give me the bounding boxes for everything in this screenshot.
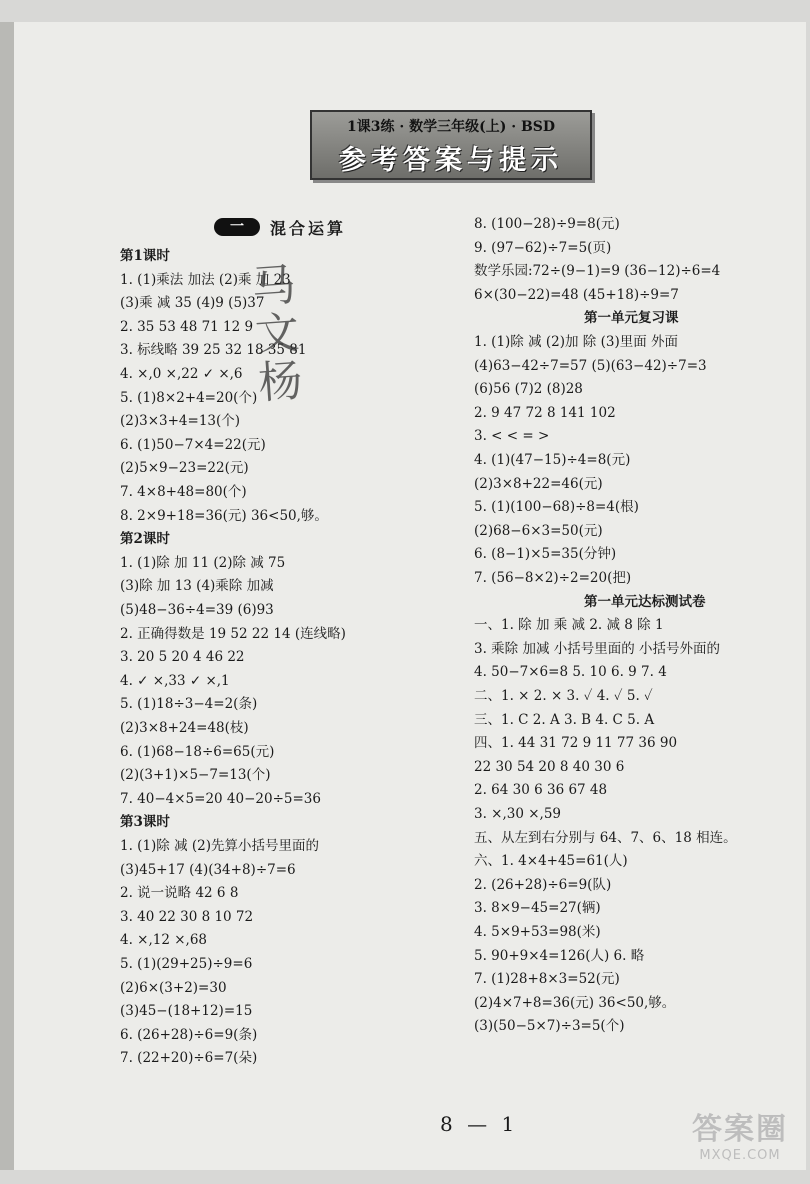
answer-line: (2)3×3+4=13(个): [120, 413, 241, 430]
answer-line: 一、1. 除 加 乘 减 2. 减 8 除 1: [474, 617, 664, 634]
answer-line: 4. (1)(47−15)÷4=8(元): [474, 452, 631, 468]
header-subtitle: 1课3练 · 数学三年级(上) · BSD: [346, 119, 556, 135]
answer-line: 9. (97−62)÷7=5(页): [474, 239, 612, 256]
answer-line: 三、1. C 2. A 3. B 4. C 5. A: [474, 711, 655, 728]
answer-line: (2)4×7+8=36(元) 36<50,够。: [474, 994, 676, 1011]
answer-line: (3)45+17 (4)(34+8)÷7=6: [120, 861, 296, 878]
answer-line: 2. 35 53 48 71 12 9: [120, 318, 254, 335]
section-heading: 第2课时: [120, 531, 170, 548]
answer-line: 数学乐园:72÷(9−1)=9 (36−12)÷6=4: [474, 263, 721, 280]
answer-line: 二、1. × 2. × 3. ✓ 4. ✓ 5. ✓: [474, 688, 653, 704]
section-heading: 第3课时: [120, 814, 170, 831]
unit-title: 混合运算: [270, 219, 347, 238]
answer-line: 2. 说一说略 42 6 8: [120, 885, 239, 902]
answer-line: 3. 标线略 39 25 32 18 35 81: [120, 342, 307, 359]
answer-line: (3)除 加 13 (4)乘除 加减: [120, 578, 274, 595]
page-number: 8 — 1: [440, 1112, 519, 1136]
answer-line: 6. (8−1)×5=35(分钟): [474, 546, 617, 563]
answer-line: 四、1. 44 31 72 9 11 77 36 90: [474, 735, 678, 752]
section-heading: 第1课时: [120, 248, 170, 264]
answer-line: 4. ✓ ×,33 ✓ ×,1: [120, 672, 230, 689]
answer-line: 6. (26+28)÷6=9(条): [120, 1026, 258, 1043]
answer-line: (5)48−36÷4=39 (6)93: [120, 602, 274, 618]
answer-line: (2)6×(3+2)=30: [120, 979, 227, 996]
answer-line: (2)3×8+22=46(元): [474, 475, 603, 492]
answer-line: (3)45−(18+12)=15: [120, 1003, 253, 1020]
answer-line: 7. (1)28+8×3=52(元): [474, 971, 620, 988]
answer-line: (4)63−42÷7=57 (5)(63−42)÷7=3: [474, 357, 707, 374]
answer-line: 5. 90+9×4=126(人) 6. 略: [474, 947, 645, 964]
answer-line: 六、1. 4×4+45=61(人): [474, 853, 628, 870]
answer-line: 1. (1)乘法 加法 (2)乘 加 23: [120, 271, 291, 288]
answer-line: 3. 8×9−45=27(辆): [474, 900, 601, 917]
watermark-url: MXQE.COM: [699, 1148, 781, 1163]
answer-line: 4. ×,12 ×,68: [120, 932, 208, 949]
right-answer-column: [474, 0, 804, 1184]
answer-line: (2)68−6×3=50(元): [474, 522, 603, 539]
handwritten-scribble: 马文杨: [250, 259, 305, 410]
header-title: 参考答案与提示: [339, 145, 563, 176]
answer-line: 6. (1)68−18÷6=65(元): [120, 743, 275, 760]
section-heading: 第一单元达标测试卷: [584, 593, 706, 610]
answer-line: 5. (1)(29+25)÷9=6: [120, 956, 253, 972]
answer-line: 2. (26+28)÷6=9(队): [474, 876, 612, 893]
answer-line: 7. 40−4×5=20 40−20÷5=36: [120, 790, 321, 807]
unit-number-badge: 一: [214, 218, 260, 236]
answer-line: 4. 5×9+53=98(米): [474, 924, 601, 940]
section-heading: 第一单元复习课: [584, 310, 679, 327]
answer-line: 2. 64 30 6 36 67 48: [474, 782, 608, 799]
answer-line: 6. (1)50−7×4=22(元): [120, 436, 266, 453]
answer-line: 3. < < = >: [474, 428, 550, 445]
watermark-text: 答案圈: [692, 1112, 788, 1147]
answer-line: (3)乘 减 35 (4)9 (5)37: [120, 295, 265, 312]
answer-line: 7. 4×8+48=80(个): [120, 484, 247, 500]
answer-line: 8. 2×9+18=36(元) 36<50,够。: [120, 507, 328, 524]
answer-line: 5. (1)(100−68)÷8=4(根): [474, 499, 639, 516]
answer-line: 7. (22+20)÷6=7(朵): [120, 1050, 258, 1067]
answer-line: 22 30 54 20 8 40 30 6: [474, 758, 625, 775]
answer-line: 6×(30−22)=48 (45+18)÷9=7: [474, 286, 679, 303]
answer-line: 8. (100−28)÷9=8(元): [474, 216, 620, 232]
answer-line: 4. ×,0 ×,22 ✓ ×,6: [120, 366, 243, 382]
answer-line: 7. (56−8×2)÷2=20(把): [474, 570, 632, 586]
page-edge-shadow: [0, 22, 14, 1170]
answer-line: 1. (1)除 减 (2)加 除 (3)里面 外面: [474, 334, 678, 350]
answer-line: (2)(3+1)×5−7=13(个): [120, 767, 271, 784]
answer-line: 3. 40 22 30 8 10 72: [120, 908, 254, 925]
answer-line: 5. (1)18÷3−4=2(条): [120, 696, 258, 713]
left-answer-column: [120, 0, 450, 1184]
answer-line: (3)(50−5×7)÷3=5(个): [474, 1018, 625, 1035]
answer-line: (2)3×8+24=48(枝): [120, 720, 249, 736]
answer-line: (6)56 (7)2 (8)28: [474, 381, 583, 398]
answer-line: 1. (1)除 减 (2)先算小括号里面的: [120, 838, 319, 854]
answer-line: 3. 20 5 20 4 46 22: [120, 649, 245, 666]
answer-line: 3. 乘除 加减 小括号里面的 小括号外面的: [474, 640, 721, 657]
answer-line: 2. 9 47 72 8 141 102: [474, 404, 616, 421]
answer-line: 5. (1)8×2+4=20(个): [120, 389, 258, 406]
answer-line: 4. 50−7×6=8 5. 10 6. 9 7. 4: [474, 664, 667, 681]
answer-line: 五、从左到右分别与 64、7、6、18 相连。: [474, 829, 737, 846]
answer-line: 2. 正确得数是 19 52 22 14 (连线略): [120, 625, 346, 642]
answer-line: 1. (1)除 加 11 (2)除 减 75: [120, 554, 286, 571]
answer-line: 3. ×,30 ×,59: [474, 806, 562, 822]
watermark-logo: [680, 1112, 800, 1176]
answer-line: (2)5×9−23=22(元): [120, 460, 249, 477]
